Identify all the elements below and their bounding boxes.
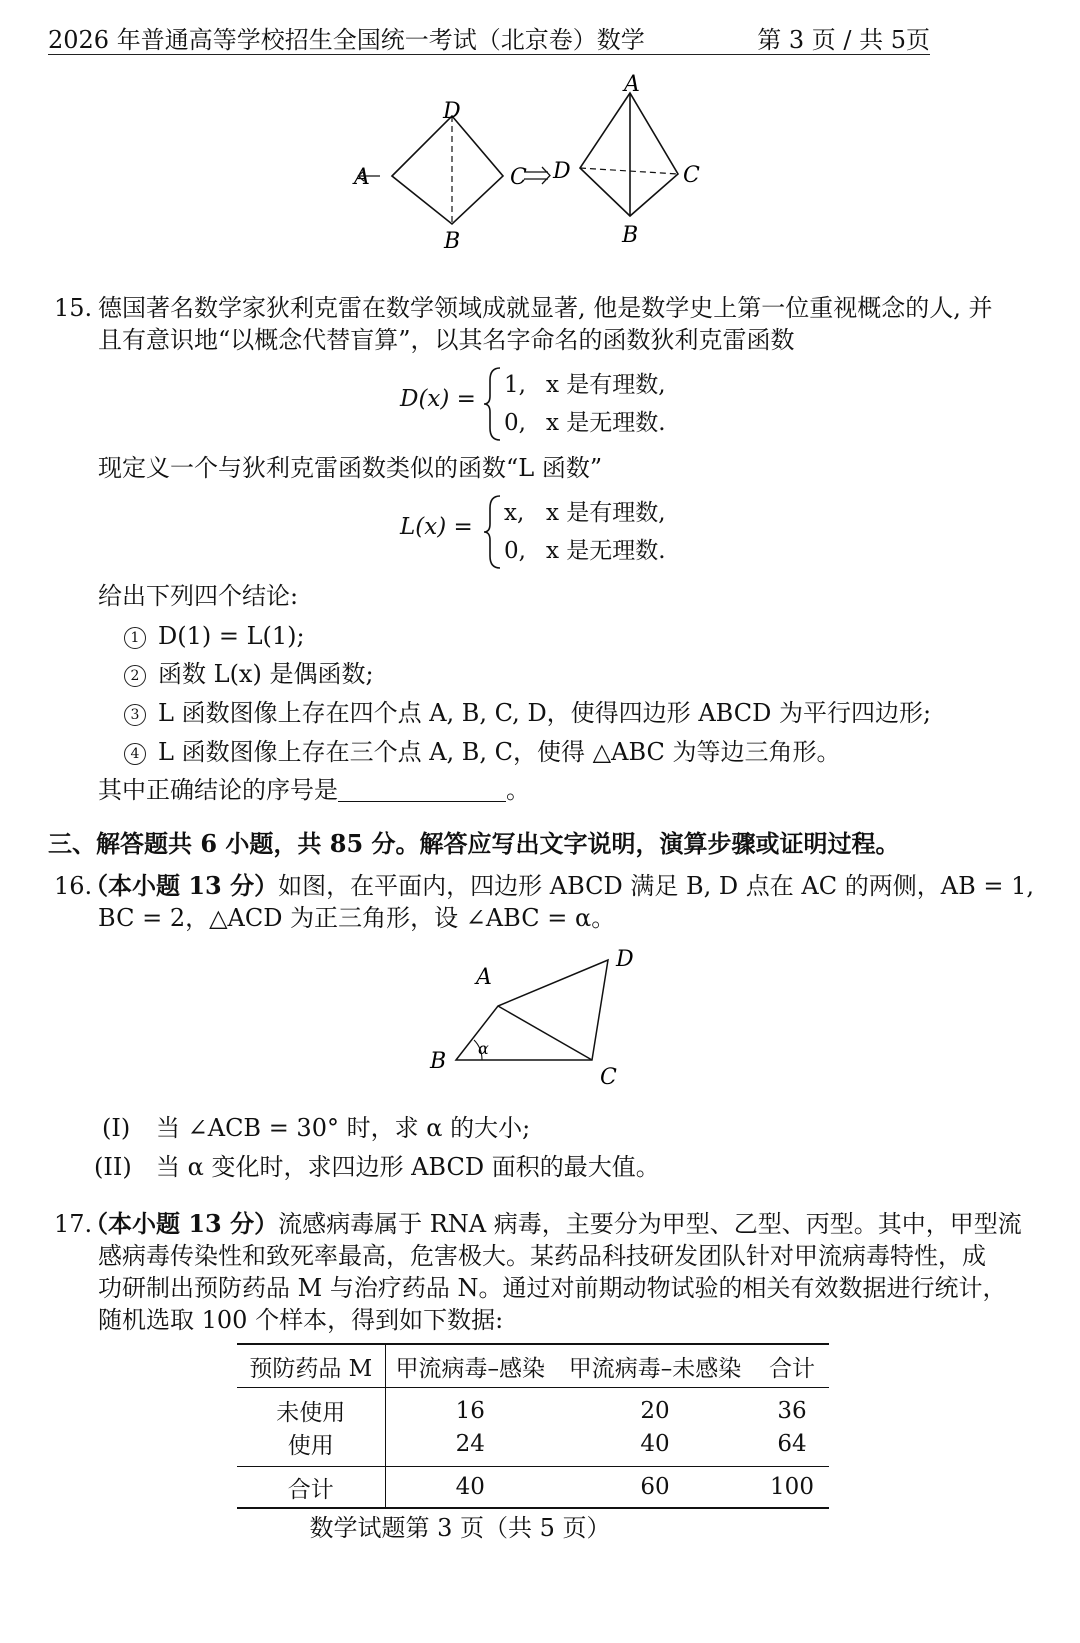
dirichlet-formula: [400, 366, 700, 446]
l-case2-value: 0,: [504, 538, 526, 564]
l-case2-condition: x 是无理数.: [546, 538, 666, 564]
table-header: 合计: [769, 1355, 815, 1382]
label-c: C: [600, 1065, 617, 1090]
page-indicator: 第 3 页 / 共 5页: [757, 26, 930, 54]
data-table-wrap: [237, 1343, 829, 1509]
table-cell: 64: [777, 1430, 807, 1457]
score-tag: （本小题 13 分）: [84, 871, 279, 900]
q16-number: 16.: [54, 872, 93, 900]
conclusion-text: L 函数图像上存在三个点 A, B, C，使得 △ABC 为等边三角形。: [158, 738, 841, 766]
l-case1-condition: x 是有理数,: [546, 500, 666, 526]
brace-icon: [482, 366, 504, 442]
q17-line1: [84, 1208, 1022, 1240]
label-alpha: α: [478, 1039, 489, 1058]
label-a: A: [476, 965, 492, 990]
q16-stem: 如图，在平面内，四边形 ABCD 满足 B, D 点在 AC 的两侧，AB = 1,: [278, 872, 1034, 900]
table-header: 预防药品 M: [237, 1344, 385, 1388]
label-a-left: A: [354, 165, 370, 190]
table-row: [237, 1427, 829, 1467]
q15-line1: 德国著名数学家狄利克雷在数学领域成就显著, 他是数学史上第一位重视概念的人, 并: [98, 294, 993, 322]
circled-number: 3: [124, 704, 146, 726]
label-b-bottom: B: [444, 229, 461, 254]
table-header: 甲流病毒–感染: [395, 1355, 545, 1382]
q16-part2-mark: (II): [94, 1153, 132, 1181]
d-case1-condition: x 是有理数,: [546, 372, 666, 398]
answer-prompt: 其中正确结论的序号是: [98, 776, 338, 804]
table-row: [237, 1388, 829, 1428]
q15-number: 15.: [54, 294, 93, 322]
conclusion-item: [124, 736, 841, 768]
label-d: D: [616, 947, 634, 972]
tetrahedron-outline: [580, 93, 678, 216]
table-cell: 24: [455, 1430, 485, 1457]
d-case2-value: 0,: [504, 410, 526, 436]
brace-icon: [482, 494, 504, 570]
label-b: B: [430, 1049, 447, 1074]
double-arrow-icon: [524, 167, 550, 184]
table-cell: 40: [640, 1430, 670, 1457]
conclusion-item: [124, 620, 305, 652]
table-header-row: [237, 1344, 829, 1388]
score-tag: （本小题 13 分）: [84, 1209, 279, 1238]
data-table: [237, 1343, 829, 1509]
q16-part2-text: 当 α 变化时，求四边形 ABCD 面积的最大值。: [156, 1153, 660, 1181]
d-case2-condition: x 是无理数.: [546, 410, 666, 436]
section-heading: 三、解答题共 6 小题，共 85 分。解答应写出文字说明，演算步骤或证明过程。: [48, 829, 900, 858]
label-a-top: A: [624, 72, 640, 97]
q17-line3: 功研制出预防药品 M 与治疗药品 N。通过对前期动物试验的相关有效数据进行统计，: [98, 1274, 1007, 1302]
circled-number: 4: [124, 743, 146, 765]
formula-l-lhs: L(x) =: [400, 514, 473, 540]
table-cell: 60: [640, 1474, 670, 1500]
label-c-right: C: [510, 165, 527, 190]
label-c-far: C: [683, 163, 700, 188]
l-case1-value: x,: [504, 500, 525, 526]
q15-line4: 给出下列四个结论:: [98, 582, 299, 610]
label-d-right: D: [553, 159, 571, 184]
l-function-formula: [400, 494, 700, 574]
label-d-top: D: [443, 99, 461, 124]
square-abcd-shape: [392, 116, 503, 224]
q16-part1-mark: (I): [102, 1114, 131, 1142]
table-cell: 合计: [237, 1467, 385, 1509]
q15-line3: 现定义一个与狄利克雷函数类似的函数“L 函数”: [98, 454, 603, 482]
conclusion-text: 函数 L(x) 是偶函数;: [158, 660, 374, 688]
table-cell: 未使用: [237, 1388, 385, 1428]
table-header: 甲流病毒–未感染: [568, 1355, 742, 1382]
q15-answer-line: [98, 774, 530, 806]
d-case1-value: 1,: [504, 372, 526, 398]
q17-line4: 随机选取 100 个样本，得到如下数据:: [98, 1306, 504, 1334]
conclusion-text: D(1) = L(1);: [158, 622, 305, 650]
q16-part1-text: 当 ∠ACB = 30° 时，求 α 的大小;: [156, 1114, 531, 1142]
q16-line1: [84, 870, 1034, 902]
q17-stem: 流感病毒属于 RNA 病毒，主要分为甲型、乙型、丙型。其中，甲型流: [278, 1210, 1022, 1238]
conclusion-item: [124, 697, 931, 729]
table-cell: 40: [455, 1474, 485, 1500]
page-footer: 数学试题第 3 页（共 5 页）: [309, 1514, 611, 1542]
formula-d-lhs: D(x) =: [400, 386, 476, 412]
conclusion-item: [124, 658, 374, 690]
page-header: [48, 18, 930, 55]
table-cell: 20: [640, 1397, 670, 1424]
exam-title: 2026 年普通高等学校招生全国统一考试（北京卷）数学: [48, 26, 645, 54]
folding-figure: [340, 66, 740, 256]
table-cell: 16: [455, 1397, 485, 1424]
q17-number: 17.: [54, 1210, 93, 1238]
edge-dc-dashed: [580, 168, 678, 174]
q16-line2: BC = 2，△ACD 为正三角形，设 ∠ABC = α。: [98, 904, 616, 932]
answer-blank[interactable]: [338, 777, 506, 802]
table-cell: 使用: [237, 1427, 385, 1467]
quadrilateral-figure: [420, 940, 670, 1090]
table-cell: 36: [777, 1397, 807, 1424]
label-b-far: B: [622, 223, 639, 248]
circled-number: 2: [124, 665, 146, 687]
table-cell: 100: [770, 1474, 814, 1500]
circled-number: 1: [124, 627, 146, 649]
conclusion-text: L 函数图像上存在四个点 A, B, C, D，使得四边形 ABCD 为平行四边形;: [158, 699, 932, 727]
table-total-row: [237, 1467, 829, 1509]
q17-line2: 感病毒传染性和致死率最高，危害极大。某药品科技研发团队针对甲流病毒特性，成: [98, 1242, 986, 1270]
answer-suffix: 。: [506, 776, 530, 804]
q15-line2: 且有意识地“以概念代替盲算”，以其名字命名的函数狄利克雷函数: [98, 326, 795, 354]
diagonal-ac: [498, 1006, 592, 1060]
